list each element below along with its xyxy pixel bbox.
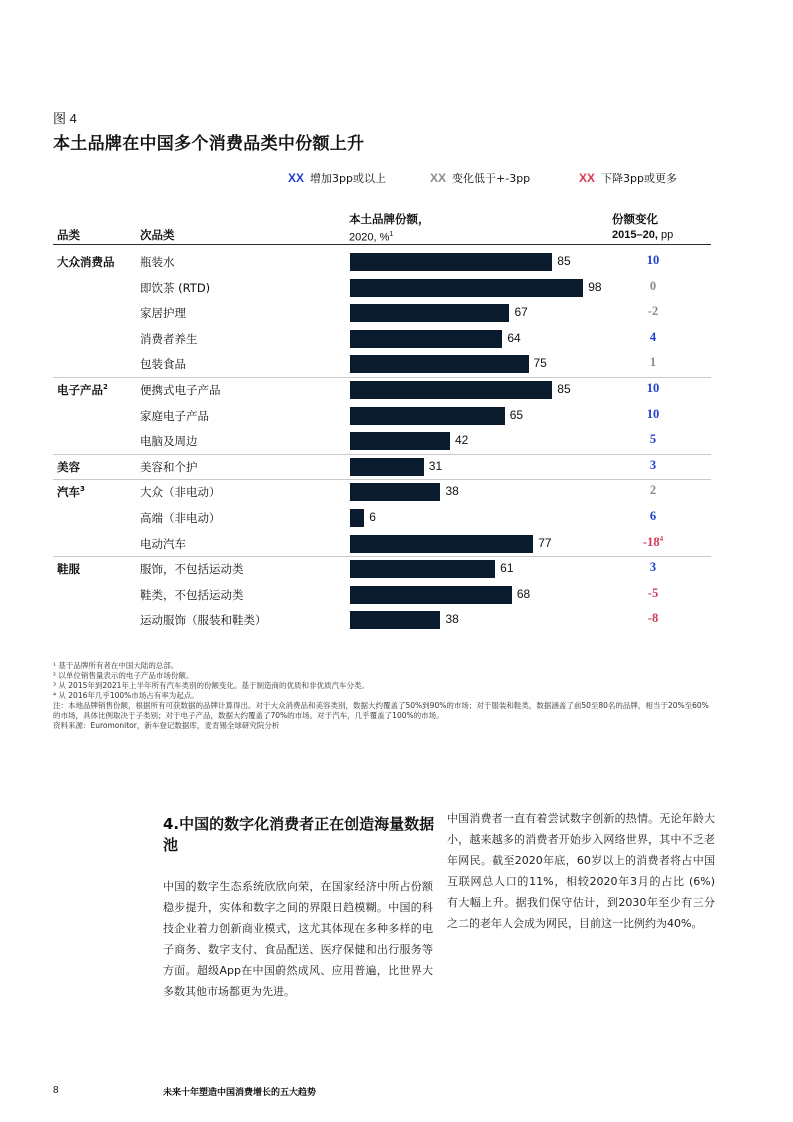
share-change [613, 483, 693, 498]
share-change-value: 2 [649, 483, 657, 498]
bar [350, 586, 512, 604]
subcategory-label: 高端（非电动） [140, 511, 221, 525]
share-change-value: 1 [649, 355, 657, 370]
legend-code: XX [430, 171, 447, 185]
category-text: 美容 [57, 459, 80, 474]
subcategory-label: 电脑及周边 [140, 434, 198, 449]
bar [350, 279, 583, 297]
share-change-value: -8 [647, 611, 659, 626]
category-footnote: 3 [80, 485, 85, 494]
subcategory-label: 电动汽车 [140, 536, 186, 551]
share-change [613, 432, 693, 447]
bar-value: 64 [507, 330, 521, 345]
share-change [613, 535, 693, 550]
bar-value: 65 [509, 407, 524, 422]
legend-decrease [579, 170, 677, 186]
share-change [613, 560, 693, 575]
header-share [349, 211, 430, 246]
share-change-value: 6 [649, 509, 657, 523]
header-share-sup: 1 [389, 231, 394, 238]
section-title: 4.中国的数字化消费者正在创造海量数据池 [163, 815, 435, 854]
share-change [613, 611, 693, 626]
bar-value: 67 [514, 305, 528, 320]
subcategory-label: 大众（非电动） [140, 485, 221, 500]
chart-row [53, 480, 711, 506]
bar [350, 355, 529, 373]
header-share-year: 2020, % [349, 231, 390, 244]
chart-row [53, 327, 711, 353]
chart-row [53, 352, 711, 378]
legend-text: 增加3pp或以上 [310, 172, 386, 185]
bar [350, 330, 502, 348]
chart-row [53, 583, 711, 609]
category-text: 电子产品 [57, 383, 103, 397]
share-change-value: 10 [646, 381, 660, 395]
subcategory-label: 运动服饰（服装和鞋类） [140, 613, 267, 628]
chart-row [53, 378, 711, 404]
bar [350, 432, 450, 450]
share-change [613, 381, 693, 396]
header-rule [53, 244, 711, 245]
share-change-value: 4 [649, 329, 657, 344]
share-change [613, 586, 693, 601]
share-change-value: -18 [642, 534, 660, 549]
category-label [57, 561, 80, 577]
share-change [613, 458, 693, 473]
page-number: 8 [53, 1085, 59, 1096]
bar [350, 611, 440, 629]
legend-text: 变化低于+-3pp [452, 172, 531, 185]
legend-flat [430, 170, 530, 186]
chart-row [53, 532, 711, 558]
left-paragraph: 中国的数字生态系统欣欣向荣，在国家经济中所占份额稳步提升，实体和数字之间的界限日趋模糊。中国的科技企业着力创新商业模式，这尤其体现在多种多样的电子商务、数字支付、食品配送、医疗保健和出行服务等方面。超级App在中国蔚然成风、应用普遍，比世界大多数其他市场都更为先进。 [163, 880, 433, 998]
category-text: 大众消费品 [57, 255, 115, 269]
header-share-title: 本土品牌份额， [349, 212, 430, 226]
header-change-sub [612, 227, 673, 243]
footnote: ⁴ 从 2016年几乎100%市场占有率为起点。 [53, 691, 199, 700]
chart-row [53, 429, 711, 455]
share-change [613, 330, 693, 345]
bar-value: 31 [428, 458, 443, 473]
category-label [57, 484, 85, 500]
bar-value: 6 [369, 510, 376, 524]
share-change-footnote: 4 [659, 534, 664, 543]
bar [350, 381, 552, 399]
share-change-value: 10 [646, 253, 660, 267]
bar [350, 458, 424, 476]
footnote: ¹ 基于品牌所有者在中国大陆的总部。 [53, 661, 179, 670]
legend-increase [288, 170, 386, 186]
bar [350, 509, 364, 527]
chart-row [53, 608, 711, 634]
chart-row [53, 557, 711, 583]
bar-value: 98 [588, 279, 602, 294]
footnote-source: 资料来源：Euromonitor，新车登记数据库，麦肯锡全球研究院分析 [53, 721, 280, 730]
bar [350, 407, 505, 425]
share-change [613, 509, 693, 524]
share-change-value: 10 [646, 406, 660, 421]
subcategory-label: 美容和个护 [140, 459, 198, 474]
subcategory-label: 消费者养生 [140, 331, 198, 346]
category-label [57, 382, 108, 398]
share-change [613, 304, 693, 319]
chart-row [53, 455, 711, 481]
category-text: 鞋服 [57, 562, 80, 577]
header-change-period: 2015–20, [612, 229, 658, 241]
share-change-value: 3 [649, 560, 657, 575]
header-change [612, 211, 673, 243]
bar [350, 483, 440, 501]
chart-row [53, 276, 711, 302]
header-subcategory: 次品类 [140, 228, 175, 242]
share-change [613, 407, 693, 422]
category-text: 汽车 [57, 485, 80, 500]
share-change-value: -5 [647, 585, 659, 600]
subcategory-label: 包装食品 [140, 357, 186, 372]
figure-label: 图 4 [53, 111, 77, 126]
category-label [57, 254, 115, 270]
share-change-value: 0 [649, 278, 657, 293]
header-change-title: 份额变化 [612, 212, 658, 226]
share-change [613, 355, 693, 370]
subcategory-label: 家庭电子产品 [140, 408, 209, 423]
subcategory-label: 鞋类，不包括运动类 [140, 587, 244, 602]
bar-value: 85 [557, 254, 571, 268]
legend-code: XX [579, 171, 596, 185]
bar [350, 304, 509, 322]
footnote-note: 注：本地品牌销售份额，根据所有可获数据的品牌计算得出。对于大众消费品和美容类别，数据大约覆盖了50%到90%的市场；对于服装和鞋类，数据涵盖了前50至80名的品牌，相当于20%至60%的市场，具体比例取决于子类别；对于电子产品，数据大约覆盖了70%的市场。对于汽车，几乎覆盖了100%的市场。 [53, 701, 709, 720]
category-footnote: 2 [103, 383, 108, 392]
header-change-unit: pp [657, 229, 674, 241]
share-change-value: 3 [649, 457, 657, 472]
chart-row [53, 250, 711, 276]
subcategory-label: 即饮茶 (RTD) [140, 280, 211, 295]
subcategory-label: 服饰，不包括运动类 [140, 562, 244, 577]
chart-row [53, 506, 711, 532]
footnote: ² 以单位销售量表示的电子产品市场份额。 [53, 671, 194, 680]
right-paragraph: 中国消费者一直有着尝试数字创新的热情。无论年龄大小，越来越多的消费者开始步入网络世界，其中不乏老年网民。截至2020年底，60岁以上的消费者将占中国互联网总人口的11%，相较2020年3月的占比 (6%) 有大幅上升。据我们保守估计，到2030年至少有三分之二的老年人会成为网民，目前这一比例约为40%。 [447, 812, 715, 930]
bar-value: 68 [516, 586, 531, 601]
footnote: ³ 从 2015年到2021年上半年所有汽车类别的份额变化。基于制造商的优质和非优质汽车分类。 [53, 681, 369, 690]
footnotes [53, 661, 715, 731]
bar-value: 38 [445, 612, 459, 627]
bar [350, 253, 552, 271]
subcategory-label: 瓶装水 [140, 255, 175, 269]
category-label [57, 459, 80, 475]
header-category: 品类 [57, 228, 80, 242]
figure-title: 本土品牌在中国多个消费品类中份额上升 [53, 134, 365, 154]
header-share-sub [349, 227, 430, 246]
share-change [613, 253, 693, 268]
share-change-value: -2 [647, 304, 659, 319]
bar-value: 42 [454, 433, 469, 448]
bar [350, 535, 533, 553]
bar [350, 560, 495, 578]
legend-text: 下降3pp或更多 [601, 172, 677, 185]
bar-value: 38 [445, 484, 459, 499]
bar-value: 85 [557, 382, 571, 396]
bar-value: 77 [538, 535, 552, 550]
document-title: 未来十年塑造中国消费增长的五大趋势 [163, 1088, 317, 1098]
bar-value: 61 [500, 561, 514, 576]
share-change-value: 5 [649, 432, 657, 447]
share-change [613, 279, 693, 294]
chart-row [53, 404, 711, 430]
chart-row [53, 301, 711, 327]
legend-code: XX [288, 171, 305, 185]
bar-value: 75 [533, 356, 547, 371]
subcategory-label: 便携式电子产品 [140, 383, 221, 397]
subcategory-label: 家居护理 [140, 306, 186, 321]
